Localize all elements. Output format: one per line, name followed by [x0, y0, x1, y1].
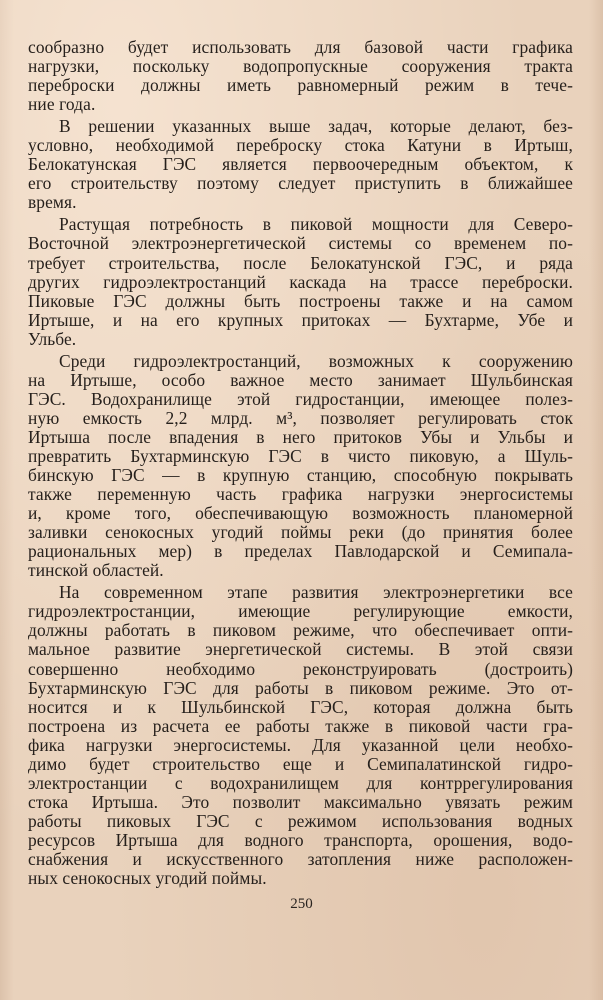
text-line: Белокатунская ГЭС является первоочередным объектом, к [28, 154, 573, 175]
text-line: Иртыша после впадения в него притоков Убы и Ульбы и [28, 426, 573, 447]
text-line: ных сенокосных угодий поймы. [28, 868, 267, 889]
paragraph-2 [28, 117, 573, 212]
text-line: Пиковые ГЭС должны быть построены также и на самом [28, 290, 573, 311]
text-line: ГЭС. Водохранилище этой гидростанции, имеющее полез- [28, 388, 573, 409]
text-line: ресурсов Иртыша для водного транспорта, орошения, водо- [28, 829, 573, 850]
paragraph-3 [28, 215, 573, 348]
text-line: В решении указанных выше задач, которые делают, без- [59, 116, 573, 137]
text-line: гидроэлектростанции, имеющие регулирующие емкости, [28, 601, 573, 622]
text-line: работы пиковых ГЭС с режимом использования водных [28, 810, 573, 831]
page-number: 250 [290, 896, 313, 912]
text-line: Восточной электроэнергетической системы со временем по- [28, 233, 573, 254]
paragraph-5 [28, 583, 573, 888]
text-line: также переменную часть графика нагрузки энергосистемы [28, 484, 573, 505]
text-line: электростанции с водохранилищем для контррегулирования [28, 772, 573, 793]
text-line: переброски должны иметь равномерный режим в тече- [28, 75, 573, 96]
text-line: снабжения и искусственного затопления ниже расположен- [28, 848, 573, 869]
text-line: требует строительства, после Белокатунской ГЭС, и ряда [28, 252, 573, 273]
text-line: его строительству поэтому следует приступить в ближайшее [28, 173, 573, 194]
text-line: нагрузки, поскольку водопропускные сооружения тракта [28, 56, 573, 77]
text-line: мальное развитие энергетической системы. В этой связи [28, 639, 573, 660]
text-line: бинскую ГЭС — в крупную станцию, способную покрывать [28, 465, 573, 486]
text-line: ную емкость 2,2 млрд. м³, позволяет регулировать сток [28, 407, 573, 428]
text-line: На современном этапе развития электроэнергетики все [59, 582, 573, 603]
text-line: и, кроме того, обеспечивающую возможность планомерной [28, 503, 573, 524]
text-line: совершенно необходимо реконструировать (достроить) [28, 658, 573, 679]
text-line: рациональных мер) в пределах Павлодарской и Семипала- [28, 541, 573, 562]
text-line: носится и к Шульбинской ГЭС, которая должна быть [28, 696, 573, 717]
text-line: Ульбе. [28, 328, 77, 349]
page-body [28, 38, 573, 888]
text-line: должны работать в пиковом режиме, что обеспечивает опти- [28, 620, 573, 641]
text-line: фика нагрузки энергосистемы. Для указанной цели необхо- [28, 734, 573, 755]
text-line: ние года. [28, 94, 96, 115]
text-line: превратить Бухтарминскую ГЭС в чисто пиковую, а Шуль- [28, 445, 573, 466]
text-line: заливки сенокосных угодий поймы реки (до принятия более [28, 522, 573, 543]
text-line: условно, необходимой переброску стока Катуни в Иртыш, [28, 135, 573, 156]
text-line: тинской областей. [28, 560, 164, 581]
text-line: стока Иртыша. Это позволит максимально увязать режим [28, 791, 573, 812]
text-line: Среди гидроэлектростанций, возможных к сооружению [59, 350, 573, 371]
text-line: Растущая потребность в пиковой мощности для Северо- [59, 214, 573, 235]
text-line: на Иртыше, особо важное место занимает Шульбинская [28, 369, 573, 390]
text-line: Бухтарминскую ГЭС для работы в пиковом режиме. Это от- [28, 677, 573, 698]
paragraph-1 [28, 38, 573, 114]
text-line: время. [28, 192, 77, 213]
paragraph-4 [28, 352, 573, 581]
text-line: других гидроэлектростанций каскада на трассе переброски. [28, 271, 573, 292]
text-line: Иртыше, и на его крупных притоках — Бухтарме, Убе и [28, 309, 573, 330]
text-line: построена из расчета ее работы также в пиковой части гра- [28, 715, 573, 736]
text-line: димо будет строительство еще и Семипалатинской гидро- [28, 753, 573, 774]
text-line: сообразно будет использовать для базовой части графика [28, 37, 573, 57]
